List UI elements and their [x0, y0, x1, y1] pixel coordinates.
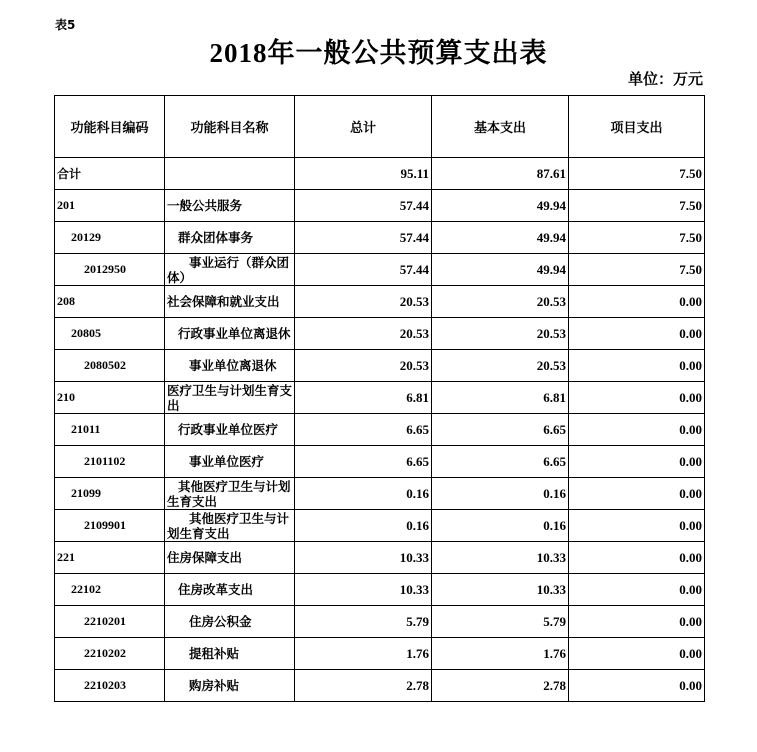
column-header-code: 功能科目编码 — [55, 96, 165, 158]
cell-total-amount: 0.16 — [295, 510, 432, 542]
cell-project-expenditure: 0.00 — [569, 414, 705, 446]
cell-basic-expenditure: 10.33 — [432, 574, 569, 606]
cell-project-expenditure: 0.00 — [569, 446, 705, 478]
cell-basic-expenditure: 5.79 — [432, 606, 569, 638]
cell-function-code: 221 — [55, 542, 165, 574]
cell-project-expenditure: 0.00 — [569, 574, 705, 606]
cell-total-amount: 20.53 — [295, 286, 432, 318]
cell-total-amount: 1.76 — [295, 638, 432, 670]
cell-basic-expenditure: 20.53 — [432, 286, 569, 318]
table-row — [55, 542, 705, 574]
table-body — [55, 158, 705, 702]
table-row — [55, 254, 705, 286]
cell-function-code: 2101102 — [55, 446, 165, 478]
cell-basic-expenditure: 2.78 — [432, 670, 569, 702]
cell-function-name: 其他医疗卫生与计划生育支出 — [165, 510, 295, 542]
cell-basic-expenditure: 0.16 — [432, 478, 569, 510]
cell-function-name: 行政事业单位离退休 — [165, 318, 295, 350]
cell-project-expenditure: 0.00 — [569, 478, 705, 510]
table-row — [55, 318, 705, 350]
cell-function-code: 2210202 — [55, 638, 165, 670]
table-row — [55, 510, 705, 542]
cell-total-amount: 6.81 — [295, 382, 432, 414]
cell-total-amount: 57.44 — [295, 190, 432, 222]
cell-total-amount: 20.53 — [295, 350, 432, 382]
cell-basic-expenditure: 6.65 — [432, 446, 569, 478]
table-row — [55, 670, 705, 702]
cell-total-amount: 95.11 — [295, 158, 432, 190]
cell-project-expenditure: 0.00 — [569, 318, 705, 350]
cell-project-expenditure: 7.50 — [569, 254, 705, 286]
cell-basic-expenditure: 20.53 — [432, 350, 569, 382]
cell-function-name: 住房保障支出 — [165, 542, 295, 574]
cell-function-name: 购房补贴 — [165, 670, 295, 702]
cell-function-name: 医疗卫生与计划生育支出 — [165, 382, 295, 414]
table-row — [55, 446, 705, 478]
cell-basic-expenditure: 20.53 — [432, 318, 569, 350]
cell-basic-expenditure: 49.94 — [432, 254, 569, 286]
column-header-name: 功能科目名称 — [165, 96, 295, 158]
cell-project-expenditure: 0.00 — [569, 510, 705, 542]
cell-function-name: 一般公共服务 — [165, 190, 295, 222]
cell-function-code: 2109901 — [55, 510, 165, 542]
cell-project-expenditure: 7.50 — [569, 222, 705, 254]
cell-function-code: 20805 — [55, 318, 165, 350]
cell-function-code: 2210203 — [55, 670, 165, 702]
table-row — [55, 638, 705, 670]
cell-function-code: 22102 — [55, 574, 165, 606]
cell-project-expenditure: 0.00 — [569, 638, 705, 670]
cell-function-name — [165, 158, 295, 190]
cell-function-name: 事业单位离退休 — [165, 350, 295, 382]
cell-function-name: 住房公积金 — [165, 606, 295, 638]
cell-function-code: 合计 — [55, 158, 165, 190]
cell-total-amount: 6.65 — [295, 446, 432, 478]
cell-function-name: 群众团体事务 — [165, 222, 295, 254]
cell-project-expenditure: 0.00 — [569, 350, 705, 382]
cell-basic-expenditure: 6.65 — [432, 414, 569, 446]
table-row — [55, 190, 705, 222]
table-row — [55, 478, 705, 510]
column-header-basic: 基本支出 — [432, 96, 569, 158]
cell-basic-expenditure: 49.94 — [432, 222, 569, 254]
cell-basic-expenditure: 1.76 — [432, 638, 569, 670]
cell-project-expenditure: 7.50 — [569, 190, 705, 222]
cell-project-expenditure: 0.00 — [569, 286, 705, 318]
cell-project-expenditure: 7.50 — [569, 158, 705, 190]
cell-function-code: 21011 — [55, 414, 165, 446]
cell-total-amount: 10.33 — [295, 574, 432, 606]
header-row — [55, 96, 705, 158]
cell-function-name: 提租补贴 — [165, 638, 295, 670]
page-title: 2018年一般公共预算支出表 — [209, 38, 548, 68]
table-row — [55, 286, 705, 318]
cell-total-amount: 57.44 — [295, 254, 432, 286]
cell-function-name: 其他医疗卫生与计划生育支出 — [165, 478, 295, 510]
cell-function-code: 20129 — [55, 222, 165, 254]
cell-function-code: 2080502 — [55, 350, 165, 382]
budget-table — [54, 95, 705, 702]
cell-function-code: 208 — [55, 286, 165, 318]
cell-basic-expenditure: 6.81 — [432, 382, 569, 414]
cell-function-name: 事业运行（群众团体） — [165, 254, 295, 286]
cell-total-amount: 0.16 — [295, 478, 432, 510]
column-header-project: 项目支出 — [569, 96, 705, 158]
cell-basic-expenditure: 49.94 — [432, 190, 569, 222]
cell-total-amount: 20.53 — [295, 318, 432, 350]
cell-project-expenditure: 0.00 — [569, 542, 705, 574]
cell-total-amount: 2.78 — [295, 670, 432, 702]
cell-project-expenditure: 0.00 — [569, 382, 705, 414]
cell-basic-expenditure: 0.16 — [432, 510, 569, 542]
cell-function-name: 事业单位医疗 — [165, 446, 295, 478]
table-row — [55, 350, 705, 382]
column-header-total: 总计 — [295, 96, 432, 158]
table-row — [55, 574, 705, 606]
table-row — [55, 222, 705, 254]
cell-function-code: 2210201 — [55, 606, 165, 638]
cell-total-amount: 57.44 — [295, 222, 432, 254]
table-header — [55, 96, 705, 158]
unit-label: 单位：万元 — [627, 70, 703, 88]
cell-function-code: 2012950 — [55, 254, 165, 286]
cell-function-code: 210 — [55, 382, 165, 414]
table-row — [55, 414, 705, 446]
cell-project-expenditure: 0.00 — [569, 606, 705, 638]
cell-total-amount: 5.79 — [295, 606, 432, 638]
cell-total-amount: 10.33 — [295, 542, 432, 574]
cell-function-code: 21099 — [55, 478, 165, 510]
cell-function-name: 住房改革支出 — [165, 574, 295, 606]
cell-total-amount: 6.65 — [295, 414, 432, 446]
cell-basic-expenditure: 87.61 — [432, 158, 569, 190]
cell-basic-expenditure: 10.33 — [432, 542, 569, 574]
table-number-label: 表5 — [55, 18, 76, 32]
cell-function-name: 行政事业单位医疗 — [165, 414, 295, 446]
cell-function-name: 社会保障和就业支出 — [165, 286, 295, 318]
table-row — [55, 382, 705, 414]
table-row — [55, 606, 705, 638]
table-row — [55, 158, 705, 190]
cell-project-expenditure: 0.00 — [569, 670, 705, 702]
cell-function-code: 201 — [55, 190, 165, 222]
